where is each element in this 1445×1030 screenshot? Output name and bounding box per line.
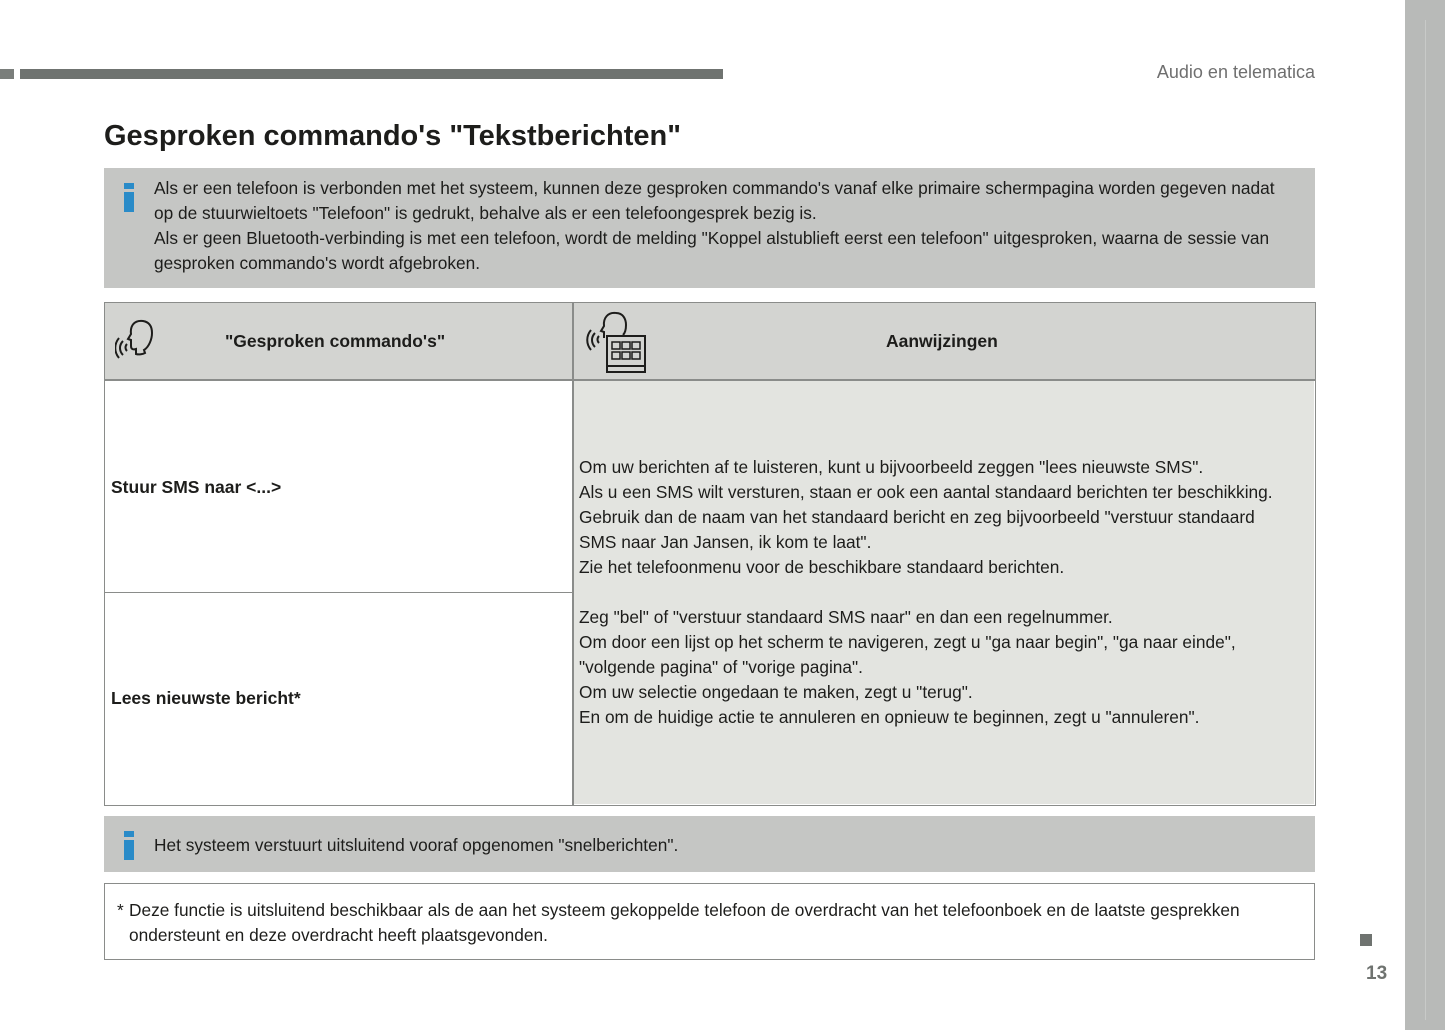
- command-label: Stuur SMS naar <...>: [111, 477, 282, 497]
- header-cell-commands: [105, 303, 572, 379]
- info-box-bottom: [104, 816, 1315, 872]
- voice-commands-table: [104, 302, 1316, 806]
- footnote-marker: *: [117, 900, 124, 920]
- info-icon: [124, 183, 134, 212]
- hint-line: Gebruik dan de naam van het standaard bericht en zeg bijvoorbeeld "verstuur standaard: [579, 507, 1255, 527]
- hint-line: Om door een lijst op het scherm te navigeren, zegt u "ga naar begin", "ga naar einde",: [579, 632, 1236, 652]
- info-text: [154, 176, 1295, 276]
- hint-line: Om uw berichten af te luisteren, kunt u bijvoorbeeld zeggen "lees nieuwste SMS".: [579, 457, 1204, 477]
- hints-text: [579, 455, 1308, 730]
- column-divider: [572, 303, 574, 805]
- page-marker-square: [1360, 934, 1372, 946]
- info-text: Het systeem verstuurt uitsluitend vooraf opgenomen "snelberichten".: [154, 835, 679, 855]
- page-number: 13: [1366, 963, 1388, 984]
- page-edge-strip: [1405, 0, 1445, 1030]
- voice-command-icon: [115, 317, 165, 367]
- info-box-top: [104, 168, 1315, 288]
- hints-cell: [574, 381, 1314, 804]
- command-cell: [105, 381, 572, 593]
- section-label: Audio en telematica: [1156, 62, 1315, 82]
- footnote-text: [117, 898, 1294, 948]
- hint-line: Zie het telefoonmenu voor de beschikbare standaard berichten.: [579, 557, 1065, 577]
- voice-keypad-icon: [580, 311, 650, 375]
- hint-line: Als u een SMS wilt versturen, staan er ook een aantal standaard berichten ter beschikking.: [579, 482, 1273, 502]
- command-label: Lees nieuwste bericht*: [111, 688, 301, 708]
- footnote-body: Deze functie is uitsluitend beschikbaar als de aan het systeem gekoppelde telefoon de overdracht van het telefoonboek en de laatste gesprekken ondersteunt en deze overdracht heeft plaatsgevonden.: [129, 900, 1240, 945]
- header-cell-hints: [574, 303, 1314, 379]
- hint-line: "volgende pagina" of "vorige pagina".: [579, 657, 863, 677]
- hint-line: Zeg "bel" of "verstuur standaard SMS naar" en dan een regelnummer.: [579, 607, 1113, 627]
- hint-line: Om uw selectie ongedaan te maken, zegt u "terug".: [579, 682, 973, 702]
- info-paragraph: Als er een telefoon is verbonden met het systeem, kunnen deze gesproken commando's vanaf elke primaire schermpagina worden gegeven nadat op de stuurwieltoets "Telefoon" is gedrukt, behalve als er een telefoongesprek bezig is.: [154, 178, 1275, 223]
- info-paragraph: Als er geen Bluetooth-verbinding is met een telefoon, wordt de melding "Koppel alstublieft eerst een telefoon" uitgesproken, waarna de sessie van gesproken commando's wordt afgebroken.: [154, 228, 1270, 273]
- footnote-box: [104, 883, 1315, 960]
- header-label-commands: "Gesproken commando's": [225, 331, 446, 351]
- header-rule: [20, 69, 723, 79]
- header-label-hints: Aanwijzingen: [886, 331, 998, 351]
- page-title: Gesproken commando's "Tekstberichten": [104, 120, 681, 152]
- hint-line: En om de huidige actie te annuleren en opnieuw te beginnen, zegt u "annuleren".: [579, 707, 1200, 727]
- table-header-row: [105, 303, 1315, 381]
- command-cell: [105, 593, 572, 804]
- hint-line: SMS naar Jan Jansen, ik kom te laat".: [579, 532, 872, 552]
- info-icon: [124, 831, 134, 860]
- header-rule-stub: [0, 69, 14, 79]
